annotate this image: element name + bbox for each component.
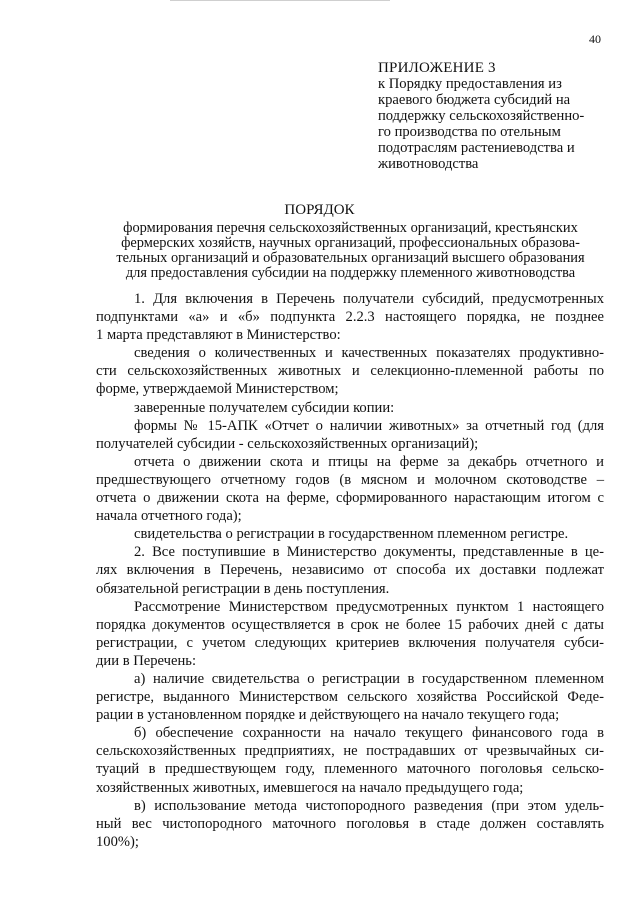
appendix-line: подотраслям растениеводства и	[378, 140, 575, 156]
text-line: сведения о количественных и качественных показателях продуктивно-	[134, 345, 604, 362]
text-line: сельскохозяйственных предприятиях, не пострадавших от чрезвычайных си-	[96, 743, 604, 760]
text-line: туаций в предшествующем году, племенного маточного поголовья сельско-	[96, 761, 604, 778]
subtitle-line: для предоставления субсидии на поддержку племенного животноводства	[125, 265, 576, 281]
text-line: рации в установленном порядке и действующего на начало текущего года;	[96, 707, 560, 724]
text-line: отчета о движении скота и птицы на ферме за декабрь отчетного и	[134, 453, 604, 470]
text-line: 2. Все поступившие в Министерство документы, представленные в це-	[134, 544, 604, 561]
document-subtitle	[98, 221, 603, 281]
text-line: лях включения в Перечень, независимо от способа их доставки подлежат	[96, 562, 604, 579]
appendix-title: ПРИЛОЖЕНИЕ 3	[378, 60, 496, 76]
text-line: регистре, выданного Министерством сельского хозяйства Российской Феде-	[96, 689, 604, 706]
document-body	[96, 290, 604, 851]
text-line: регистрации, с учетом следующих критериев включения получателя субси-	[96, 634, 604, 651]
text-line: 100%);	[96, 833, 139, 850]
text-line: 1 марта представляют в Министерство:	[96, 327, 341, 344]
text-line: начала отчетного года);	[96, 508, 242, 525]
text-line: получателей субсидии - сельскохозяйственных организаций);	[96, 435, 479, 452]
text-line: подпунктами «а» и «б» подпункта 2.2.3 настоящего порядка, не позднее	[96, 309, 604, 326]
text-line: обязательной регистрации в день поступления.	[96, 580, 390, 597]
document-title: ПОРЯДОК	[284, 202, 355, 218]
text-line: предшествующего отчетному годов (в мясном и молочном скотоводстве –	[96, 471, 604, 488]
text-line: формы № 15-АПК «Отчет о наличии животных» за отчетный год (для	[134, 417, 604, 434]
text-line: 1. Для включения в Перечень получатели субсидий, предусмотренных	[134, 291, 604, 307]
text-line: в) использование метода чистопородного разведения (при этом удель-	[134, 797, 604, 814]
text-line: свидетельства о регистрации в государственном племенном регистре.	[134, 526, 569, 543]
text-line: Рассмотрение Министерством предусмотренных пунктом 1 настоящего	[134, 598, 604, 615]
subtitle-line: формирования перечня сельскохозяйственных организаций, крестьянских	[123, 220, 578, 236]
appendix-lines	[378, 76, 618, 172]
text-line: дии в Перечень:	[96, 652, 196, 669]
text-line: хозяйственных животных, имевшегося на начало предыдущего года;	[96, 779, 524, 796]
appendix-line: животноводства	[378, 156, 479, 172]
text-line: сти сельскохозяйственных животных и селекционно-племенной работы по	[96, 363, 604, 380]
text-line: форме, утверждаемой Министерством;	[96, 381, 339, 398]
text-line: порядка документов осуществляется в срок не более 15 рабочих дней с даты	[96, 616, 604, 633]
scan-edge-line	[170, 0, 390, 1]
text-line: отчета о движении скота на ферме, сформированного нарастающим итогом с	[96, 490, 604, 507]
appendix-line: к Порядку предоставления из	[378, 76, 562, 92]
appendix-block	[378, 60, 618, 172]
text-line: а) наличие свидетельства о регистрации в государственном племенном	[134, 670, 604, 687]
text-line: ный вес чистопородного маточного поголовья в стаде должен составлять	[96, 815, 604, 832]
subtitle-line: тельных организаций и образовательных организаций высшего образования	[116, 250, 585, 266]
subtitle-line: фермерских хозяйств, научных организаций, профессиональных образова-	[121, 235, 580, 251]
text-line: б) обеспечение сохранности на начало текущего финансового года в	[134, 725, 604, 742]
appendix-line: поддержку сельскохозяйственно-	[378, 108, 585, 124]
appendix-line: го производства по отельным	[378, 124, 561, 140]
text-line: заверенные получателем субсидии копии:	[134, 399, 395, 416]
appendix-line: краевого бюджета субсидий на	[378, 92, 571, 108]
page-number: 40	[589, 32, 601, 46]
